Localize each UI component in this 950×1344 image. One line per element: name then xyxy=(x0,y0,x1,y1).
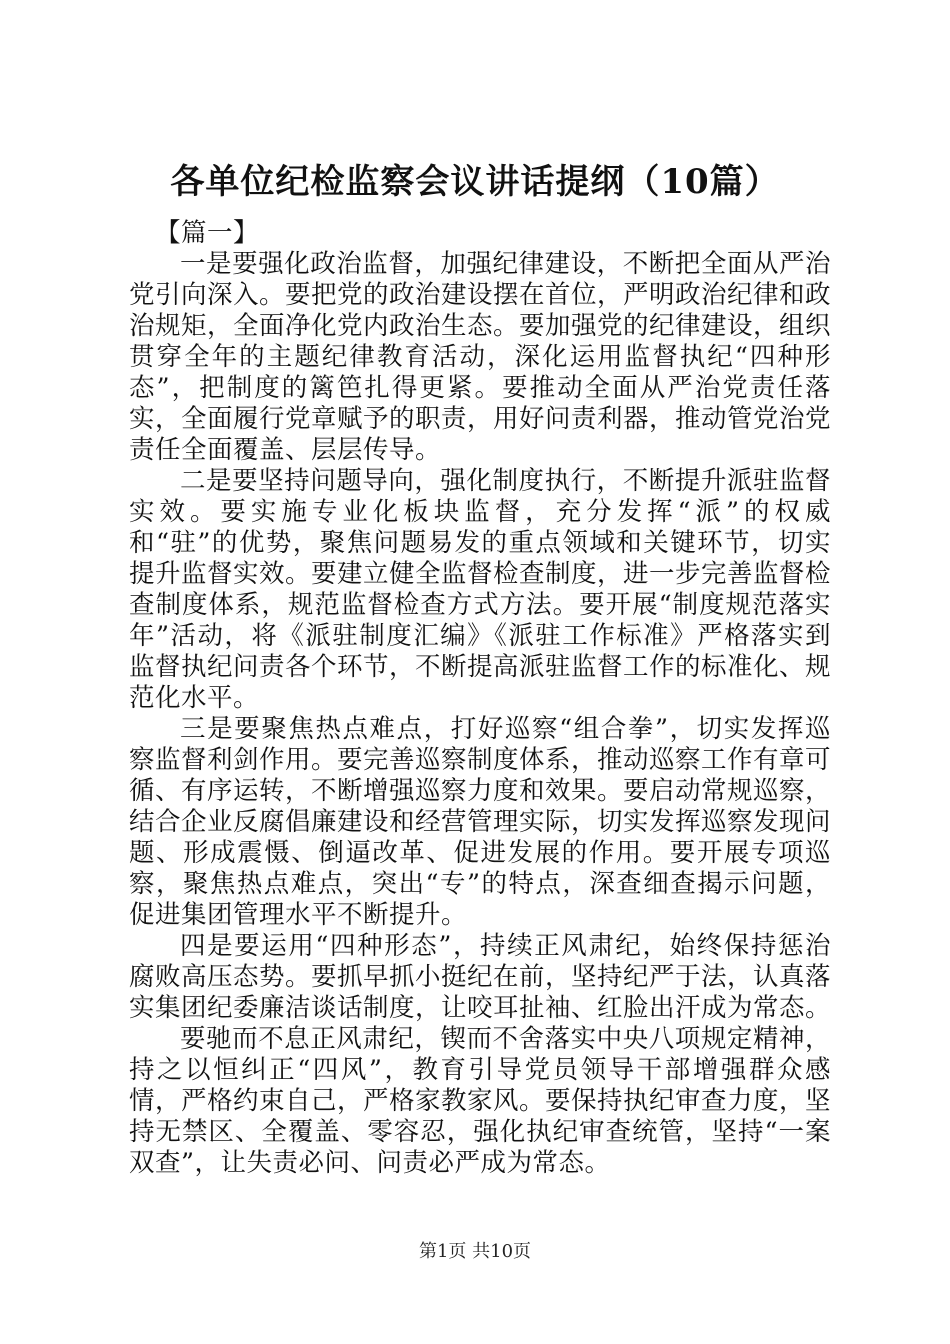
paragraph-4: 四是要运用“四种形态”，持续正风肃纪，始终保持惩治腐败高压态势。要抓早抓小挺纪在前，坚持纪严于法，认真落实集团纪委廉洁谈话制度，让咬耳扯袖、红脸出汗成为常态。 xyxy=(129,931,832,1023)
paragraph-2: 二是要坚持问题导向，强化制度执行，不断提升派驻监督实效。要实施专业化板块监督，充分发挥“派”的权威和“驻”的优势，聚焦问题易发的重点领域和关键环节，切实提升监督实效。要建立健全监督检查制度，进一步完善监督检查制度体系，规范监督检查方式方法。要开展“制度规范落实年”活动，将《派驻制度汇编》《派驻工作标准》严格落实到监督执纪问责各个环节，不断提高派驻监督工作的标准化、规范化水平。 xyxy=(129,466,832,713)
paragraph-1: 一是要强化政治监督，加强纪律建设，不断把全面从严治党引向深入。要把党的政治建设摆在首位，严明政治纪律和政治规矩，全面净化党内政治生态。要加强党的纪律建设，组织贯穿全年的主题纪律教育活动，深化运用监督执纪“四种形态”，把制度的篱笆扎得更紧。要推动全面从严治党责任落实，全面履行党章赋予的职责，用好问责利器，推动管党治党责任全面覆盖、层层传导。 xyxy=(129,249,832,465)
document-body xyxy=(129,218,831,1179)
page-number-footer: 第1页 共10页 xyxy=(418,1241,532,1262)
document-title: 各单位纪检监察会议讲话提纲（10篇） xyxy=(170,162,780,202)
section-label: 【篇一】 xyxy=(155,218,260,248)
paragraph-5: 要驰而不息正风肃纪，锲而不舍落实中央八项规定精神，持之以恒纠正“四风”，教育引导党员领导干部增强群众感情，严格约束自己，严格家教家风。要保持执纪审查力度，坚持无禁区、全覆盖、零容忍，强化执纪审查统管，坚持“一案双查”，让失责必问、问责必严成为常态。 xyxy=(129,1024,832,1178)
paragraph-3: 三是要聚焦热点难点，打好巡察“组合拳”，切实发挥巡察监督利剑作用。要完善巡察制度体系，推动巡察工作有章可循、有序运转，不断增强巡察力度和效果。要启动常规巡察，结合企业反腐倡廉建设和经营管理实际，切实发挥巡察发现问题、形成震慑、倒逼改革、促进发展的作用。要开展专项巡察，聚焦热点难点，突出“专”的特点，深查细查揭示问题，促进集团管理水平不断提升。 xyxy=(129,714,832,930)
